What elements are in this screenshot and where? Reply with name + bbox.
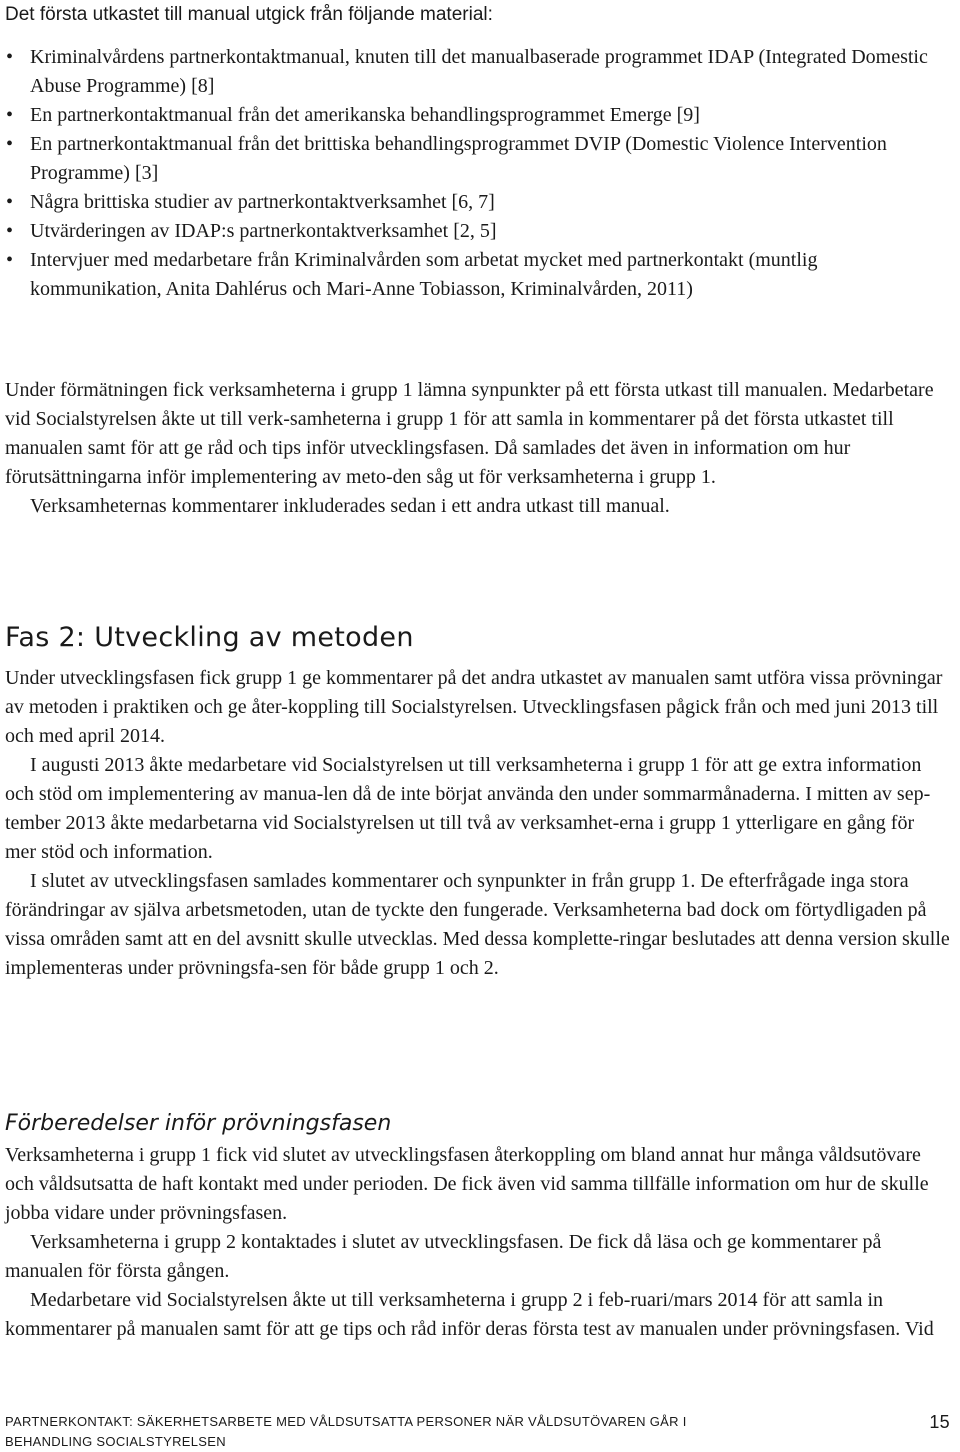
source-item: • Kriminalvårdens partnerkontaktmanual, knuten till det manualbaserade programmet IDAP (Integrated Domestic Abuse Programme) [8] bbox=[5, 43, 945, 101]
section-heading-fas-2: Fas 2: Utveckling av metoden bbox=[5, 622, 414, 653]
source-item: • Intervjuer med medarbetare från Kriminalvården som arbetat mycket med partnerkontakt (muntlig kommunikation, Anita Dahlérus och Mari-Anne Tobiasson, Kriminalvården, 2011) bbox=[5, 246, 945, 304]
page-number: 15 bbox=[929, 1412, 950, 1432]
feedback-section bbox=[5, 376, 950, 521]
page-footer bbox=[5, 1412, 950, 1452]
paragraph: Verksamheterna i grupp 2 kontaktades i slutet av utvecklingsfasen. De fick då läsa och ge kommentarer på manualen för första gången. bbox=[5, 1231, 882, 1282]
paragraph: Verksamheterna i grupp 1 fick vid slutet av utvecklingsfasen återkoppling om bland annat hur många våldsutövare och våldsutsatta de haft kontakt med under perioden. De fick även vid samma tillfälle information om hur de skulle jobba vidare under prövningsfasen. bbox=[5, 1144, 929, 1224]
source-item: • En partnerkontaktmanual från det amerikanska behandlingsprogrammet Emerge [9] bbox=[5, 101, 945, 130]
fas-2-section bbox=[5, 664, 950, 983]
source-item: • Utvärderingen av IDAP:s partnerkontaktverksamhet [2, 5] bbox=[5, 217, 945, 246]
subsection-heading-forberedelser: Förberedelser inför prövningsfasen bbox=[5, 1111, 392, 1136]
footer-title: PARTNERKONTAKT: SÄKERHETSARBETE MED VÅLDSUTSATTA PERSONER NÄR VÅLDSUTÖVAREN GÅR I BEHANDLING SOCIALSTYRELSEN bbox=[5, 1414, 687, 1449]
paragraph: I augusti 2013 åkte medarbetare vid Socialstyrelsen ut till verksamheterna i grupp 1 för att ge extra information och stöd om implementering av manua-len då de inte börjat använda den under sommarmånaderna. I mitten av sep-tember 2013 åkte medarbetarna vid Socialstyrelsen ut till två av verksamhet-erna i grupp 1 ytterligare en gång för mer stöd och information. bbox=[5, 754, 931, 863]
paragraph: Under utvecklingsfasen fick grupp 1 ge kommentarer på det andra utkastet av manualen samt utföra vissa prövningar av metoden i praktiken och ge åter-koppling till Socialstyrelsen. Utvecklingsfasen pågick från och med juni 2013 till och med april 2014. bbox=[5, 667, 943, 747]
source-item: • Några brittiska studier av partnerkontaktverksamhet [6, 7] bbox=[5, 188, 945, 217]
intro-text: Det första utkastet till manual utgick från följande material: bbox=[5, 4, 493, 25]
forberedelser-section bbox=[5, 1141, 950, 1344]
source-item: • En partnerkontaktmanual från det brittiska behandlingsprogrammet DVIP (Domestic Violence Intervention Programme) [3] bbox=[5, 130, 945, 188]
paragraph: Verksamheternas kommentarer inkluderades sedan i ett andra utkast till manual. bbox=[30, 495, 670, 517]
paragraph: Under förmätningen fick verksamheterna i grupp 1 lämna synpunkter på ett första utkast till manualen. Medarbetare vid Socialstyrelsen åkte ut till verk-samheterna i grupp 1 för att samla in kommentarer på det första utkastet till manualen samt för att ge råd och tips inför utvecklingsfasen. Då samlades det även in information om hur förutsättningarna inför implementering av meto-den såg ut för verksamheterna i grupp 1. bbox=[5, 379, 934, 488]
document-page bbox=[5, 0, 950, 1450]
source-list bbox=[5, 43, 945, 304]
paragraph: Medarbetare vid Socialstyrelsen åkte ut till verksamheterna i grupp 2 i feb-ruari/mars 2014 för att samla in kommentarer på manualen samt för att ge tips och råd inför deras första test av manualen under prövningsfasen. Vid bbox=[5, 1289, 934, 1340]
paragraph: I slutet av utvecklingsfasen samlades kommentarer och synpunkter in från grupp 1. De efterfrågade inga stora förändringar av själva arbetsmetoden, utan de tyckte den fungerade. Verksamheterna bad dock om förtydligaden på vissa områden samt att en del avsnitt skulle utvecklas. Med dessa komplette-ringar beslutades att denna version skulle implementeras under prövningsfa-sen för både grupp 1 och 2. bbox=[5, 870, 950, 979]
